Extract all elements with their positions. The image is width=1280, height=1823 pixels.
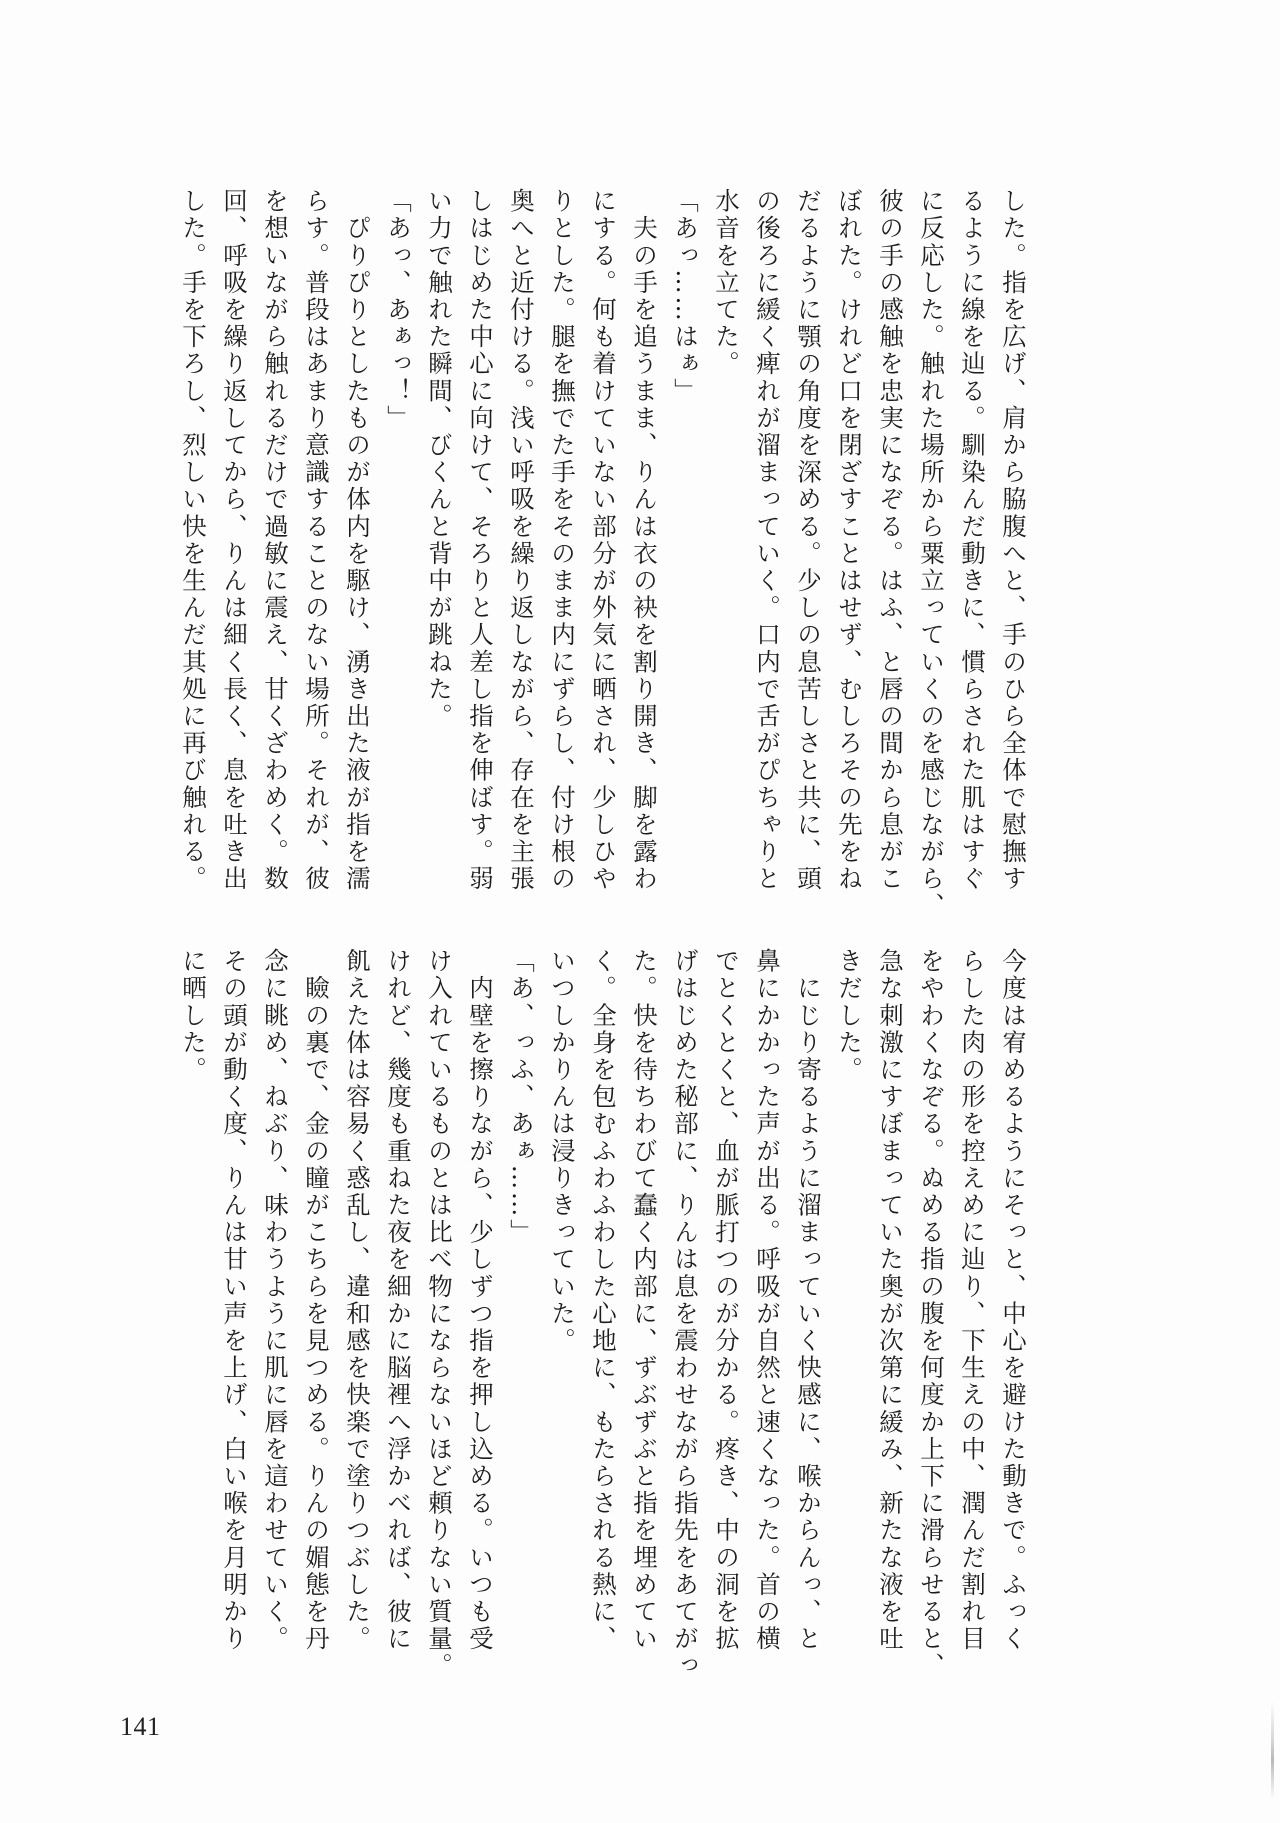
text-line: らす。普段はあまり意識することのない場所。それが、彼 [302, 188, 331, 893]
text-line: 回、呼吸を繰り返してから、りんは細く長く、息を吐き出 [220, 188, 249, 893]
text-line: く。全身を包むふわふわした心地に、もたらされる熱に、 [589, 948, 618, 1653]
text-line: いつしかりんは浸りきっていた。 [548, 948, 577, 1355]
text-line: をやわくなぞる。ぬめる指の腹を何度か上下に滑らせると、 [917, 948, 946, 1680]
text-line: 奥へと近付ける。浅い呼吸を繰り返しながら、存在を主張 [507, 188, 536, 893]
text-line: た。快を待ちわびて蠢く内部に、ずぶずぶと指を埋めてい [630, 948, 659, 1653]
text-line: に晒した。 [179, 948, 208, 1084]
text-line: に反応した。触れた場所から粟立っていくのを感じながら、 [917, 188, 946, 920]
text-line: ぴりぴりとしたものが体内を駆け、湧き出た液が指を濡 [343, 188, 372, 893]
text-block-lower [173, 948, 1034, 1680]
text-line: 内壁を擦りながら、少しずつ指を押し込める。いつも受 [466, 948, 495, 1653]
text-line: りとした。腿を撫でた手をそのまま内にずらし、付け根の [548, 188, 577, 893]
text-line: け入れているものとは比べ物にならないほど頼りない質量。 [425, 948, 454, 1680]
text-line: にじり寄るように溜まっていく快感に、喉からんっ、と [794, 948, 823, 1653]
text-line: した。手を下ろし、烈しい快を生んだ其処に再び触れる。 [179, 188, 208, 893]
text-line: けれど、幾度も重ねた夜を細かに脳裡へ浮かべれば、彼に [384, 948, 413, 1653]
text-line: 飢えた体は容易く惑乱し、違和感を快楽で塗りつぶした。 [343, 948, 372, 1653]
text-line: 「あっ……はぁ」 [671, 188, 700, 405]
text-line: きだした。 [835, 948, 864, 1084]
text-line: ぼれた。けれど口を閉ざすことはせず、むしろその先をね [835, 188, 864, 893]
page-edge-shadow [1271, 1700, 1274, 1800]
text-line: らした肉の形を控えめに辿り、下生えの中、潤んだ割れ目 [958, 948, 987, 1653]
text-line: るように線を辿る。馴染んだ動きに、慣らされた肌はすぐ [958, 188, 987, 893]
text-line: にする。何も着けていない部分が外気に晒され、少しひや [589, 188, 618, 893]
text-line: 念に眺め、ねぶり、味わうように肌に唇を這わせていく。 [261, 948, 290, 1653]
text-line: しはじめた中心に向けて、そろりと人差し指を伸ばす。弱 [466, 188, 495, 893]
text-line: い力で触れた瞬間、びくんと背中が跳ねた。 [425, 188, 454, 730]
text-line: 瞼の裏で、金の瞳がこちらを見つめる。りんの媚態を丹 [302, 948, 331, 1653]
text-line: 夫の手を追うまま、りんは衣の袂を割り開き、脚を露わ [630, 188, 659, 893]
text-line: 水音を立てた。 [712, 188, 741, 378]
text-line: 急な刺激にすぼまっていた奥が次第に緩み、新たな液を吐 [876, 948, 905, 1653]
page-number: 141 [120, 1712, 161, 1741]
text-line: その頭が動く度、りんは甘い声を上げ、白い喉を月明かり [220, 948, 249, 1653]
text-line: げはじめた秘部に、りんは息を震わせながら指先をあてがっ [671, 948, 700, 1680]
text-line: でとくとくと、血が脈打つのが分かる。疼き、中の洞を拡 [712, 948, 741, 1653]
text-line: だるように顎の角度を深める。少しの息苦しさと共に、頭 [794, 188, 823, 893]
text-block-upper [173, 188, 1034, 920]
text-line: した。指を広げ、肩から脇腹へと、手のひら全体で慰撫す [999, 188, 1028, 893]
text-line: 鼻にかかった声が出る。呼吸が自然と速くなった。首の横 [753, 948, 782, 1653]
text-line: 彼の手の感触を忠実になぞる。はふ、と唇の間から息がこ [876, 188, 905, 893]
text-line: の後ろに緩く痺れが溜まっていく。口内で舌がぴちゃりと [753, 188, 782, 893]
text-line: 「あっ、あぁっ！」 [384, 188, 413, 432]
text-line: 今度は宥めるようにそっと、中心を避けた動きで。ふっく [999, 948, 1028, 1653]
text-line: 「あ、っふ、あぁ……」 [507, 948, 536, 1247]
text-line: を想いながら触れるだけで過敏に震え、甘くざわめく。数 [261, 188, 290, 893]
